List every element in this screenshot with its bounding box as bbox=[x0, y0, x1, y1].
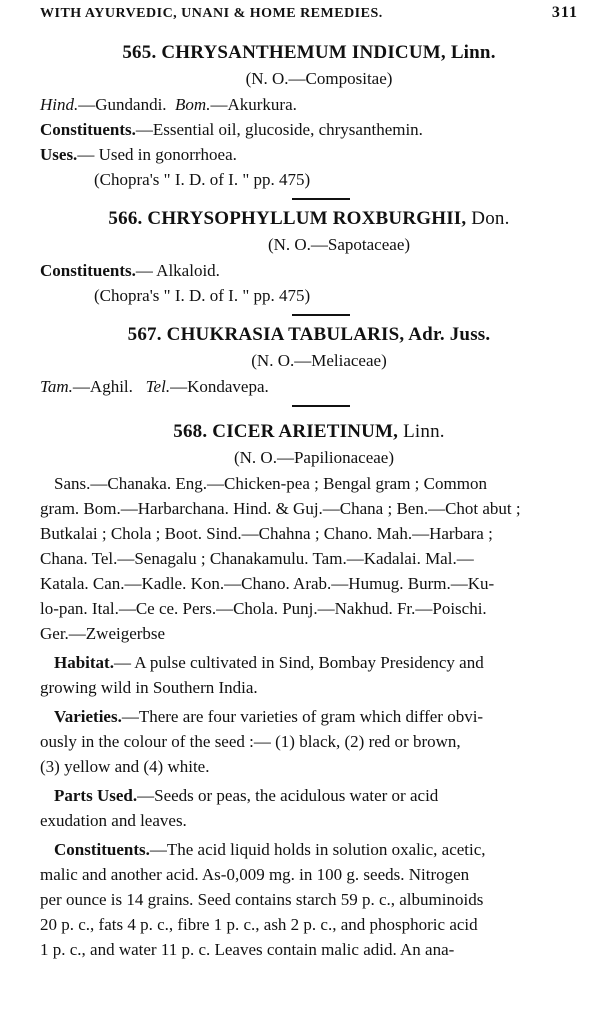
name-text: —Aghil. bbox=[72, 377, 133, 396]
natural-order: (N. O.—Papilionaceae) bbox=[233, 448, 395, 467]
text-line: Ger.—Zweigerbse bbox=[40, 624, 166, 643]
uses-label: Uses. bbox=[40, 145, 78, 164]
name-text: —Kondavepa. bbox=[170, 377, 269, 396]
text-line: lo-pan. Ital.—Ce ce. Pers.—Chola. Punj.—Nakhud. Fr.—Poischi. bbox=[40, 599, 487, 618]
varieties-text: —There are four varieties of gram which differ obvi- bbox=[121, 707, 484, 726]
entry-567 bbox=[40, 322, 578, 407]
entry-title: 568. CICER ARIETINUM, bbox=[173, 421, 399, 442]
parts-used-text: —Seeds or peas, the acidulous water or acid bbox=[137, 786, 439, 805]
text-line: Chana. Tel.—Senagalu ; Chanakamulu. Tam.—Kadalai. Mal.— bbox=[40, 549, 474, 568]
entry-565 bbox=[40, 40, 578, 200]
name-label: Tel. bbox=[145, 377, 171, 396]
vernacular-names-block bbox=[40, 471, 578, 646]
constituents-label: Constituents. bbox=[40, 261, 136, 280]
entry-author: Linn. bbox=[450, 42, 496, 63]
entry-title: 565. CHRYSANTHEMUM INDICUM, bbox=[122, 42, 446, 63]
entry-author: Adr. Juss. bbox=[408, 324, 491, 345]
text-line: Sans.—Chanaka. Eng.—Chicken-pea ; Bengal gram ; Common bbox=[54, 474, 487, 493]
text-line: 20 p. c., fats 4 p. c., fibre 1 p. c., ash 2 p. c., and phosphoric acid bbox=[40, 915, 478, 934]
text-line: exudation and leaves. bbox=[40, 811, 187, 830]
name-text: —Akurkura. bbox=[210, 95, 297, 114]
vernacular-names bbox=[40, 374, 578, 399]
text-line: Katala. Can.—Kadle. Kon.—Chano. Arab.—Humug. Burm.—Ku- bbox=[40, 574, 495, 593]
constituents-label: Constituents. bbox=[54, 840, 150, 859]
constituents bbox=[40, 117, 578, 142]
varieties-paragraph bbox=[40, 704, 578, 779]
constituents-paragraph bbox=[40, 837, 578, 962]
running-head bbox=[40, 4, 578, 26]
text-line bbox=[40, 837, 578, 862]
constituents-text: —The acid liquid holds in solution oxalic, acetic, bbox=[149, 840, 486, 859]
name-label: Bom. bbox=[175, 95, 211, 114]
text-line: growing wild in Southern India. bbox=[40, 678, 258, 697]
reference: (Chopra's " I. D. of I. " pp. 475) bbox=[94, 286, 311, 305]
text-line: ously in the colour of the seed :— (1) black, (2) red or brown, bbox=[40, 732, 461, 751]
separator-rule bbox=[292, 314, 350, 316]
habitat-paragraph bbox=[40, 650, 578, 700]
constituents-text: —Essential oil, glucoside, chrysanthemin. bbox=[135, 120, 423, 139]
entry-heading bbox=[40, 206, 578, 232]
natural-order: (N. O.—Compositae) bbox=[245, 69, 393, 88]
name-label: Tam. bbox=[40, 377, 73, 396]
entry-heading bbox=[40, 322, 578, 348]
entry-title: 566. CHRYSOPHYLLUM ROXBURGHII, bbox=[108, 208, 467, 229]
vernacular-names bbox=[40, 92, 578, 117]
text-line bbox=[40, 650, 578, 675]
entry-566 bbox=[40, 206, 578, 316]
entry-author: Linn. bbox=[403, 421, 445, 442]
text-line bbox=[40, 783, 578, 808]
uses bbox=[40, 142, 578, 167]
reference: (Chopra's " I. D. of I. " pp. 475) bbox=[94, 170, 311, 189]
constituents-text: — Alkaloid. bbox=[135, 261, 220, 280]
constituents-label: Constituents. bbox=[40, 120, 136, 139]
separator-rule bbox=[292, 405, 350, 407]
entry-heading bbox=[40, 419, 578, 445]
habitat-text: — A pulse cultivated in Sind, Bombay Presidency and bbox=[113, 653, 484, 672]
text-line: gram. Bom.—Harbarchana. Hind. & Guj.—Chana ; Ben.—Chot abut ; bbox=[40, 499, 521, 518]
name-text: —Gundandi. bbox=[78, 95, 167, 114]
text-line: per ounce is 14 grains. Seed contains starch 59 p. c., albuminoids bbox=[40, 890, 484, 909]
entry-568 bbox=[40, 419, 578, 962]
entry-author: Don. bbox=[471, 208, 510, 229]
natural-order: (N. O.—Sapotaceae) bbox=[267, 235, 411, 254]
page-number: 311 bbox=[551, 4, 578, 21]
text-line: (3) yellow and (4) white. bbox=[40, 757, 210, 776]
parts-used-paragraph bbox=[40, 783, 578, 833]
text-line: malic and another acid. As-0,009 mg. in 100 g. seeds. Nitrogen bbox=[40, 865, 470, 884]
entry-heading bbox=[40, 40, 578, 66]
separator-rule bbox=[292, 198, 350, 200]
uses-text: — Used in gonorrhoea. bbox=[77, 145, 237, 164]
text-line: 1 p. c., and water 11 p. c. Leaves contain malic adid. An ana- bbox=[40, 940, 455, 959]
constituents bbox=[40, 258, 578, 283]
varieties-label: Varieties. bbox=[54, 707, 122, 726]
text-line: Butkalai ; Chola ; Boot. Sind.—Chahna ; Chano. Mah.—Harbara ; bbox=[40, 524, 493, 543]
parts-used-label: Parts Used. bbox=[54, 786, 138, 805]
name-label: Hind. bbox=[40, 95, 79, 114]
running-head-title: WITH AYURVEDIC, UNANI & HOME REMEDIES. bbox=[40, 6, 383, 21]
entry-title: 567. CHUKRASIA TABULARIS, bbox=[127, 324, 405, 345]
natural-order: (N. O.—Meliaceae) bbox=[251, 351, 387, 370]
text-line bbox=[40, 704, 578, 729]
habitat-label: Habitat. bbox=[54, 653, 114, 672]
